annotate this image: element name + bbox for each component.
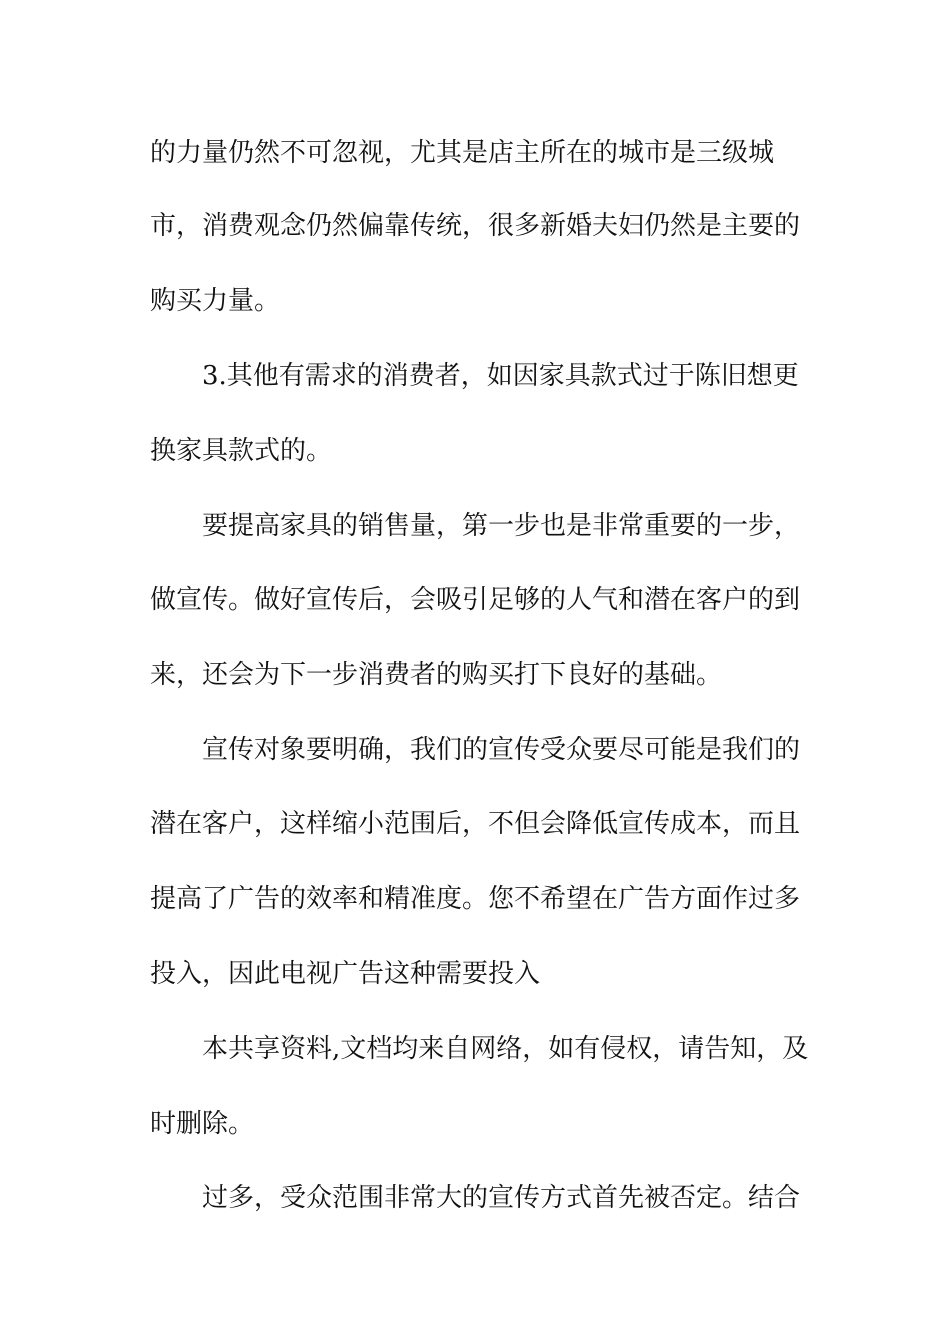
text-line-indented: 要提高家具的销售量，第一步也是非常重要的一步， [202,511,801,541]
text-line: 来，还会为下一步消费者的购买打下良好的基础。 [150,660,723,690]
text-line: 潜在客户，这样缩小范围后，不但会降低宣传成本，而且 [150,809,801,839]
text-line-indented: 宣传对象要明确，我们的宣传受众要尽可能是我们的 [202,735,801,765]
text-line-indented: 3.其他有需求的消费者，如因家具款式过于陈旧想更 [202,361,799,391]
text-line: 提高了广告的效率和精准度。您不希望在广告方面作过多 [150,884,801,914]
text-line: 投入，因此电视广告这种需要投入 [150,959,541,989]
text-line: 购买力量。 [150,286,281,316]
text-line: 换家具款式的。 [150,436,333,466]
text-line-indented: 过多，受众范围非常大的宣传方式首先被否定。结合 [202,1183,801,1213]
text-line: 时删除。 [150,1109,255,1139]
text-line: 的力量仍然不可忽视，尤其是店主所在的城市是三级城 [150,138,775,168]
text-line: 做宣传。做好宣传后，会吸引足够的人气和潜在客户的到 [150,585,801,615]
text-line-indented: 本共享资料,文档均来自网络，如有侵权，请告知，及 [202,1034,809,1064]
text-line: 市，消费观念仍然偏靠传统，很多新婚夫妇仍然是主要的 [150,211,801,241]
